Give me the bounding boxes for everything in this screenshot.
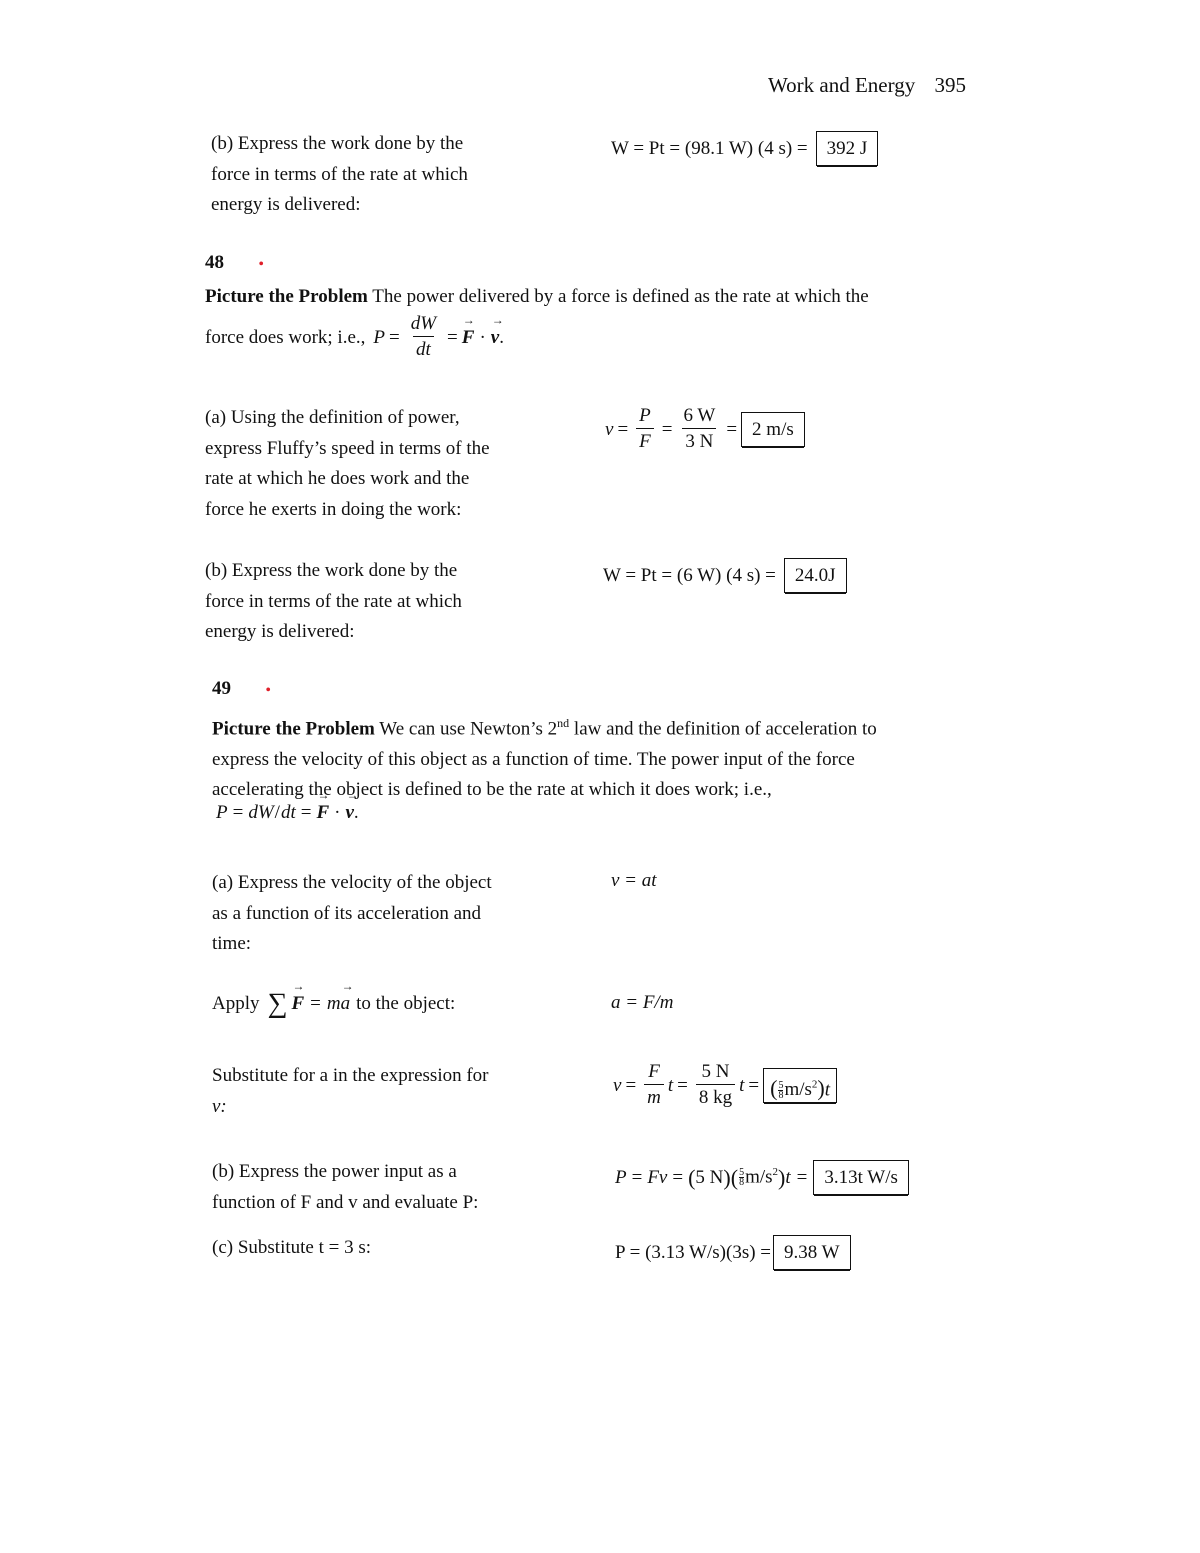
p49-c-label: (c) Substitute t = 3 s: xyxy=(212,1237,372,1258)
p49-b-equation: P = Fv = ( 5 N ) ( 5 8 $m/s^2$ ) t = 3.13t W/s xyxy=(615,1160,909,1195)
p48-intro-text: The power delivered by a force is defined as the rate at which the xyxy=(372,286,869,307)
prev-b-label xyxy=(211,129,468,221)
bullet-icon: • xyxy=(258,257,264,272)
p48-a-label: (a) Using the definition of power, express Fluffy’s speed in terms of the rate at which he does work and the force he exerts in doing the work: xyxy=(205,407,490,520)
p49-power-definition: P = dW / dt = → F · → v . xyxy=(216,802,359,824)
p49-c-answer-box: 9.38 W xyxy=(773,1235,851,1270)
p49-b-answer-box: 3.13t W/s xyxy=(813,1160,909,1195)
p48-a-answer-box: 2 m/s xyxy=(741,412,805,447)
p48-a-equation: v = $\frac{P}{F}$ = $\frac{6 W}{3 N}$ = 2 m/s xyxy=(605,404,805,455)
p49-sub-answer-box: ( $\frac{5}{8}$ $m/s^2)t$ xyxy=(763,1068,837,1103)
prev-b-line-2: force in terms of the rate at which xyxy=(211,163,468,185)
p48-line2-text: force does work; i.e., xyxy=(205,326,366,348)
p49-b-label: (b) Express the power input as a function of F and v and evaluate P: xyxy=(212,1161,479,1213)
p48-b-equation: W = Pt = (6 W) (4 s) = 24.0J xyxy=(603,558,847,593)
prev-b-eq-text: W = Pt = (98.1 W) (4 s) = xyxy=(611,137,808,159)
p49-apply-label: Apply ∑ → F = m → a to the object: xyxy=(212,988,455,1020)
p49-a-equation: v = at xyxy=(611,870,657,891)
p48-power-definition: force does work; i.e., P = $\frac{dW}{dt}$ = → F · → v . xyxy=(205,312,504,363)
p49-apply-equation: a = F/m xyxy=(611,992,674,1013)
p49-sub-equation: v = $\frac{F}{m}$ t = $\frac{5 N}{8 kg}$ t = ( $\frac{5}{8}$ $m/s^2)t$ xyxy=(613,1060,837,1111)
problem-49-number: 49 • xyxy=(212,678,271,699)
page-number: 395 xyxy=(934,73,966,97)
sigma-icon: ∑ xyxy=(267,988,288,1019)
bullet-icon: • xyxy=(265,683,271,698)
prev-b-answer-box: 392 J xyxy=(816,131,879,166)
p49-a-label: (a) Express the velocity of the object as a function of its acceleration and time: xyxy=(212,872,492,954)
prev-b-line-1: (b) Express the work done by the xyxy=(211,133,464,154)
problem-48-intro xyxy=(205,282,869,313)
page-header xyxy=(768,70,966,100)
p49-c-equation: P = (3.13 W/s)(3s) = 9.38 W xyxy=(615,1235,851,1270)
problem-49-intro: Picture the Problem We can use Newton’s 2nd law and the definition of acceleration to express the velocity of this object as a function of time. The power input of the force accelerating the object is defined to be the rate at which it does work; i.e., xyxy=(212,716,877,801)
prev-b-line-3: energy is delivered: xyxy=(211,194,361,215)
p48-heading: Picture the Problem xyxy=(205,286,368,307)
prev-b-equation xyxy=(611,131,878,166)
problem-48-number: 48 • xyxy=(205,252,264,273)
p49-sub-label: Substitute for a in the expression for v: xyxy=(212,1065,489,1117)
chapter-title: Work and Energy xyxy=(768,73,916,97)
p48-b-label: (b) Express the work done by the force in terms of the rate at which energy is delivered: xyxy=(205,560,462,642)
p48-b-answer-box: 24.0J xyxy=(784,558,847,593)
